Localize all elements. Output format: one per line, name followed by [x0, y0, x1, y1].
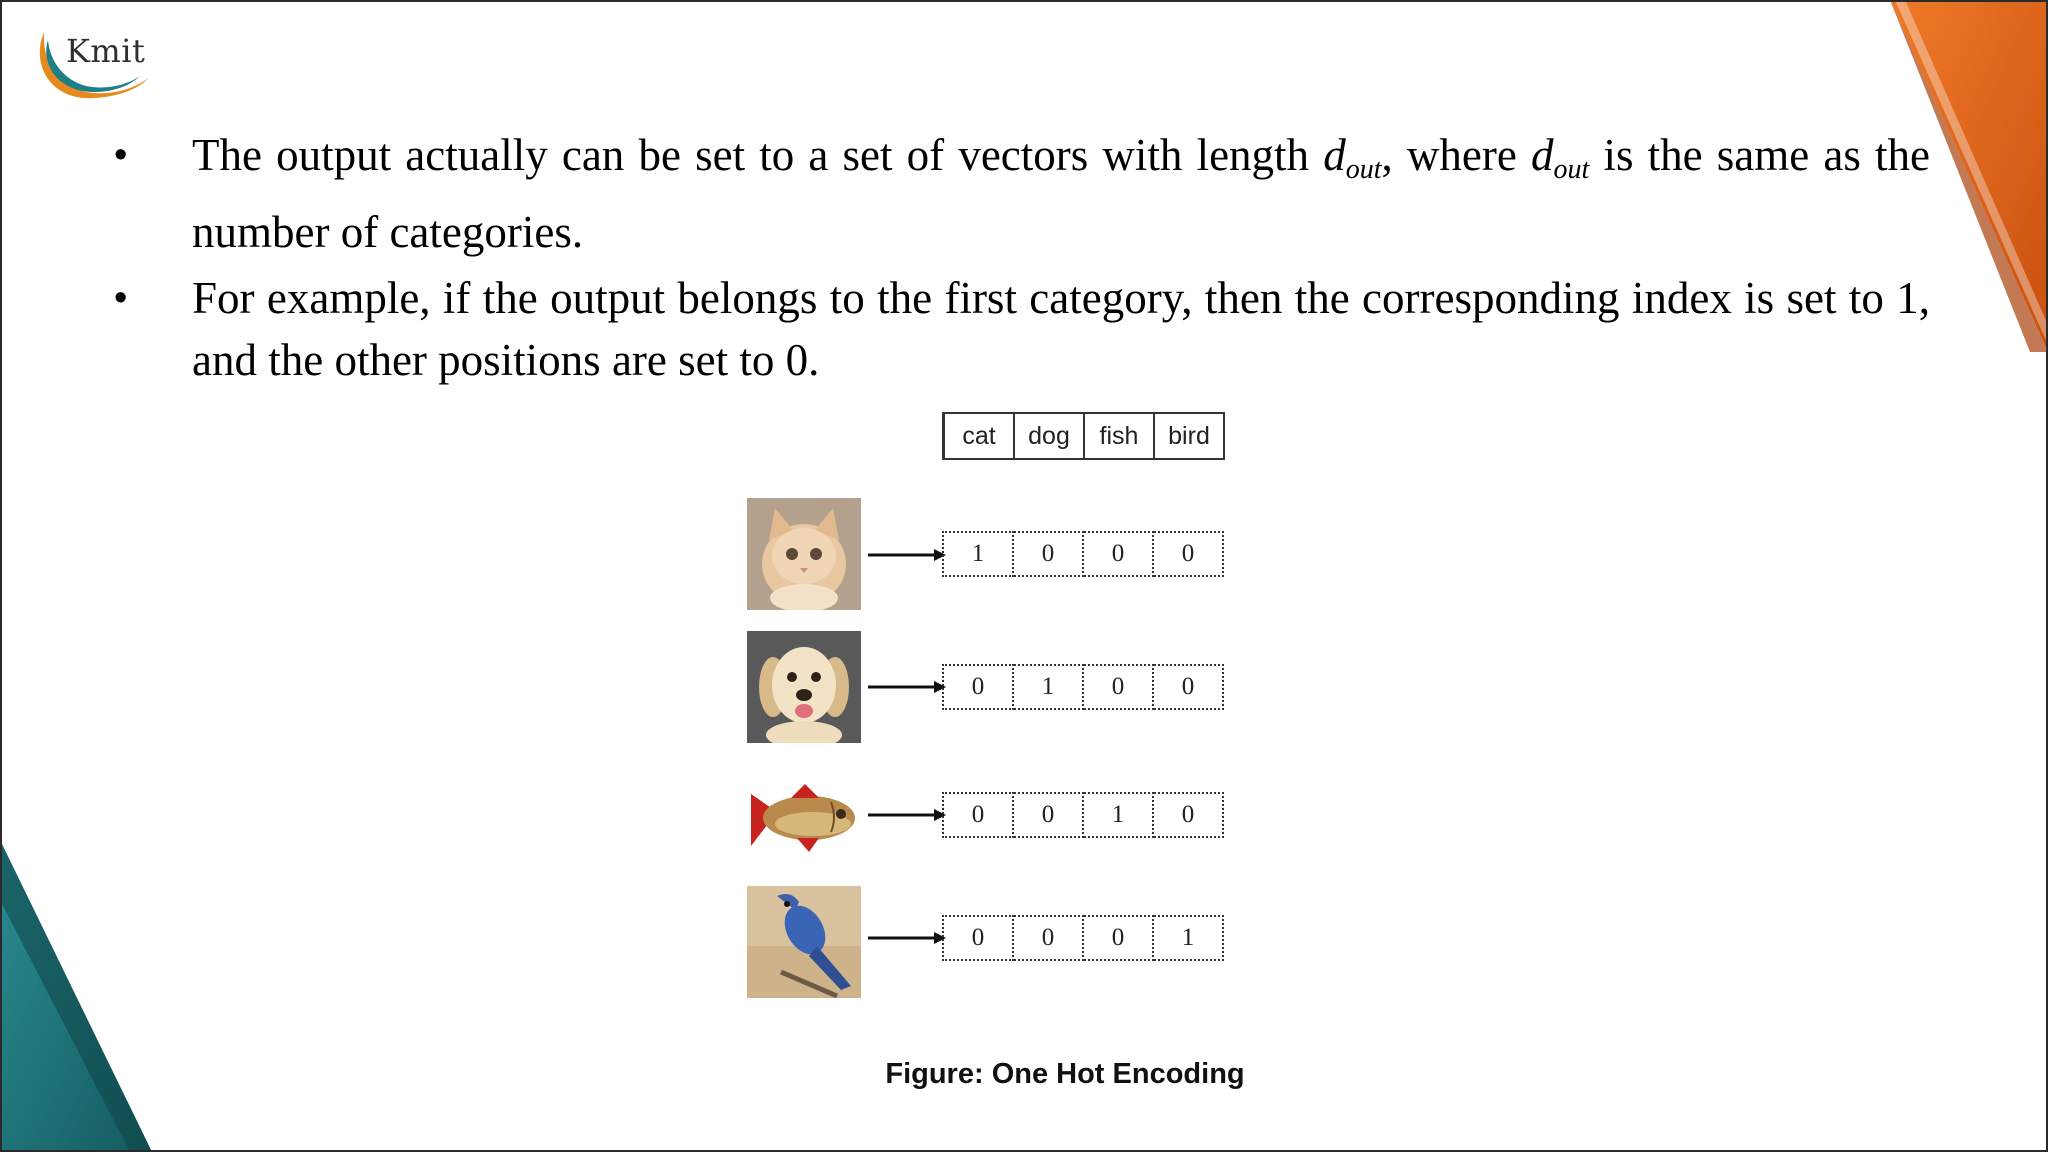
encoding-cell: 0 [1013, 793, 1083, 837]
encoding-cell: 1 [1013, 665, 1083, 709]
bullet-text-part: is the same as the number of categories. [192, 130, 1930, 257]
encoding-cell: 0 [943, 665, 1013, 709]
encoding-cell: 0 [1083, 532, 1153, 576]
encoding-row [942, 664, 1224, 710]
bullet-text: For example, if the output belongs to the first category, then the corresponding index is set to 1, and the other positions are set to 0. [192, 273, 1930, 385]
encoding-cell: 0 [1013, 532, 1083, 576]
encoding-cell: 0 [1153, 793, 1223, 837]
encoding-cell: 0 [1013, 916, 1083, 960]
cat-photo [747, 498, 861, 610]
encoding-row [942, 531, 1224, 577]
bullet-dot-icon: • [114, 277, 128, 319]
arrow-icon [868, 807, 946, 823]
dog-photo [747, 631, 861, 743]
category-label: bird [1154, 413, 1224, 459]
encoding-cell: 0 [1083, 916, 1153, 960]
encoding-cell: 0 [1083, 665, 1153, 709]
category-label: cat [944, 413, 1015, 459]
bird-photo [747, 886, 861, 998]
category-label: dog [1014, 413, 1084, 459]
logo-text: Kmit [66, 32, 146, 70]
math-variable: $d_{out}$ [1323, 130, 1382, 185]
encoding-cell: 0 [943, 793, 1013, 837]
category-label: fish [1084, 413, 1154, 459]
category-header-table [942, 412, 1225, 460]
figure-caption: Figure: One Hot Encoding [885, 1058, 1245, 1090]
arrow-icon [868, 547, 946, 563]
encoding-cell: 0 [1153, 665, 1223, 709]
bullet-text-part: , where [1381, 130, 1531, 180]
encoding-cell: 1 [943, 532, 1013, 576]
encoding-cell: 0 [1153, 532, 1223, 576]
encoding-row [942, 792, 1224, 838]
encoding-cell: 0 [943, 916, 1013, 960]
bullet-text-part: The output actually can be set to a set of vectors with length [192, 130, 1324, 180]
encoding-cell: 1 [1083, 793, 1153, 837]
bullet-dot-icon: • [114, 134, 128, 176]
fish-photo [747, 766, 861, 878]
arrow-icon [868, 930, 946, 946]
math-variable: $d_{out}$ [1531, 130, 1590, 185]
encoding-row [942, 915, 1224, 961]
arrow-icon [868, 679, 946, 695]
encoding-cell: 1 [1153, 916, 1223, 960]
